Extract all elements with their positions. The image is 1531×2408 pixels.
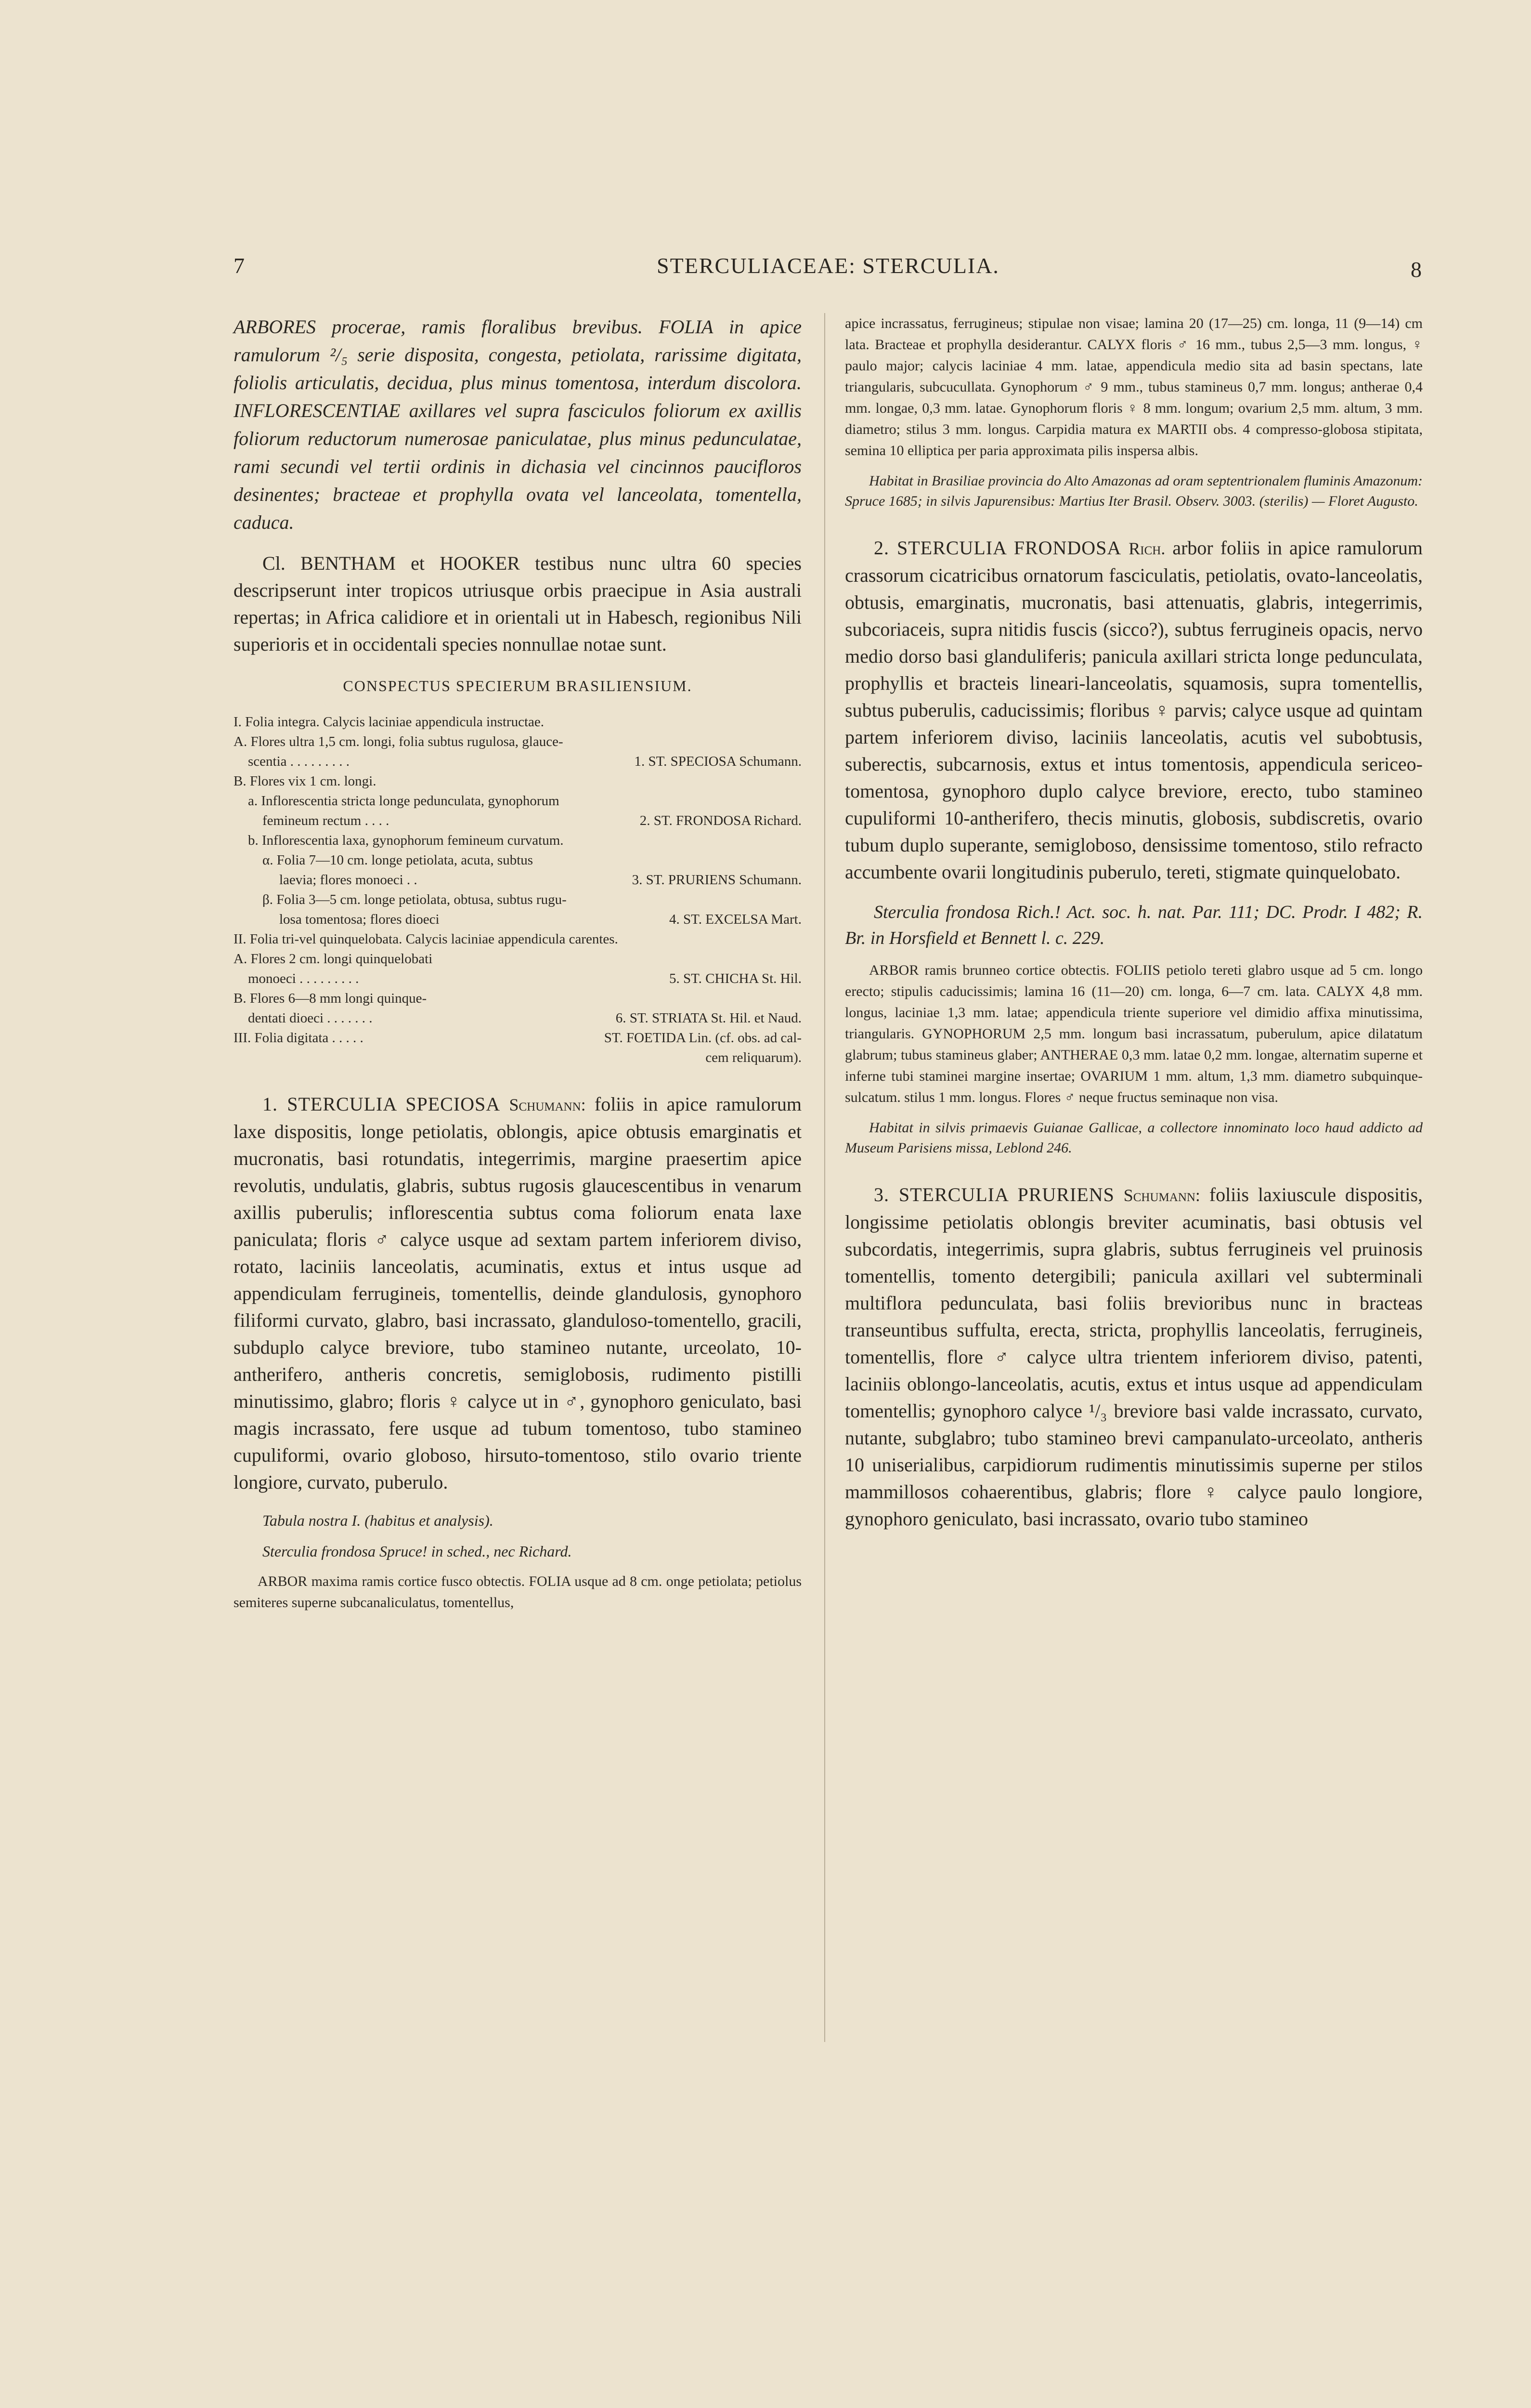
column-divider [824, 313, 825, 2042]
key-line: II. Folia tri-vel quinquelobata. Calycis laciniae appendicula carentes. [234, 931, 618, 947]
species-3-name: 3. STERCULIA PRURIENS [874, 1184, 1115, 1205]
species-2-detail: ARBOR ramis brunneo cortice obtectis. FOLIIS petiolo tereti glabro usque ad 5 cm. longo erecto; stipulis caducissimis; lamina 16 (11—20) cm. longa, 6—7 cm. lata. CALYX 4,8 mm. longus, laciniae 1,3 mm. latae; appendicula triente superiore vel dimidio affixa minutissima, triangularis. GYNOPHORUM 2,5 mm. longum basi incrassatum, puberulum, apice dilatatum glabrum; tubus stamineus glaber; ANTHERAE 0,3 mm. latae 0,2 mm. longae, alternatim superne et inferne tubi staminei margine insertae; OVARIUM 1 mm. altum, 1,3 mm. diametro subquinque-sulcatum. stilus 1 mm. longus. Flores ♂ neque fructus seminaque non visa. [845, 962, 1423, 1105]
key-line: α. Folia 7—10 cm. longe petiolata, acuta, subtus [262, 852, 533, 868]
species-1-habitat: Habitat in Brasiliae provincia do Alto Amazonas ad oram septentrionalem fluminis Amazonum: Spruce 1685; in silvis Japurensibus: Martius Iter Brasil. Observ. 3003. (sterilis) — Floret Augusto. [845, 473, 1423, 509]
key-line: cem reliquarum). [705, 1050, 802, 1065]
key-line: laevia; flores monoeci . . 3. ST. PRURIENS Schumann. [279, 872, 802, 888]
key-line: β. Folia 3—5 cm. longe petiolata, obtusa, subtus rugu- [262, 892, 567, 907]
species-3-entry [845, 1181, 1423, 1532]
species-1-synonym: Sterculia frondosa Spruce! in sched., nec Richard. [262, 1543, 572, 1560]
species-2-description: arbor foliis in apice ramulorum crassorum cicatricibus ornatorum fasciculatis, petiolatis, ovato-lanceolatis, obtusis, emarginatis, mucronatis, basi attenuatis, glabris, integerrimis, subcoriaceis, supra nitidis fuscis (sicco?), subtus ferrugineis opacis, nervo medio dorso basi glanduliferis; panicula axillari stricta longe pedunculata, prophyllis et bracteis lineari-lanceolatis, squamosis, supra tomentellis, subtus puberulis, caducissimis; floribus ♀ parvis; calyce usque ad quintam partem inferiorem diviso, laciniis lanceolatis, acutis vel subobtusis, suberectis, subcarnosis, extus et intus tomentosis, appendicula sericeo-tomentosa, gynophoro duplo calyce breviore, erecto, tubo stamineo cupuliformi 10-antherifero, thecis minutis, globosis, subdiscretis, ovario tubum duplo superante, semigloboso, densissime tomentoso, stilo refracto accumbente ovarii longitudinis puberulo, tereti, stigmate quinquelobato. [845, 537, 1423, 883]
species-2-references: Sterculia frondosa Rich.! Act. soc. h. nat. Par. 111; DC. Prodr. I 482; R. Br. in Horsfield et Bennett l. c. 229. [845, 902, 1423, 948]
species-1-description: foliis in apice ramulorum laxe dispositis, longe petiolatis, oblongis, apice obtusis emarginatis et mucronatis, basi rotundatis, integerrimis, margine praesertim apice revolutis, undulatis, glabris, subtus rugosis glaucescentibus in venarum axillis puberulis; inflorescentia subtus coma foliorum enata laxe paniculata; floris ♂ calyce usque ad sextam partem inferiorem diviso, rotato, laciniis lanceolatis, acuminatis, extus et intus usque ad appendiculam ferrugineis, tomentellis, deinde glandulosis, gynophoro filiformi curvato, glabro, basi incrassato, glanduloso-tomentello, gracili, subduplo calyce breviore, tubo stamineo nutante, urceolato, 10-antherifero, antheris concretis, semiglobosis, rudimento pistilli minutissimo, glabro; floris ♀ calyce ut in ♂, gynophoro geniculato, basi magis incrassato, fere usque ad tubum tomentoso, tubo stamineo cupuliformi, ovario globoso, hirsuto-tomentoso, stilo ovario triente longiore, curvato, puberulo. [234, 1093, 802, 1493]
running-title: STERCULIACEAE: STERCULIA. [657, 253, 999, 278]
species-2-entry [845, 535, 1423, 886]
species-2-name: 2. STERCULIA FRONDOSA [874, 537, 1122, 559]
key-line: A. Flores ultra 1,5 cm. longi, folia subtus rugulosa, glauce- [234, 734, 563, 749]
genus-description: ARBORES procerae, ramis floralibus brevibus. FOLIA in apice ramulorum ²/₅ serie disposita, congesta, petiolata, rarissime digitata, foliolis articulatis, decidua, plus minus tomentosa, interdum discolora. INFLORESCENTIAE axillares vel supra fasciculos foliorum ex axillis foliorum reductorum numerosae paniculatae, plus minus pedunculatae, rami secundi vel tertii ordinis in dichasia vel cincinnos paucifloros desinentes; bracteae et prophylla ovata vel lanceolata, tomentella, caduca. [234, 316, 802, 533]
key-line: losa tomentosa; flores dioeci 4. ST. EXCELSA Mart. [279, 912, 802, 927]
species-2-habitat: Habitat in silvis primaevis Guianae Gallicae, a collectore innominato loco haud addicto ad Museum Parisiens missa, Leblond 246. [845, 1120, 1423, 1156]
right-column [845, 313, 1423, 1546]
species-key [234, 712, 802, 1068]
key-line: scentia . . . . . . . . . 1. ST. SPECIOSA Schumann. [248, 754, 802, 769]
page-number-left: 7 [234, 253, 246, 278]
species-1-entry [234, 1091, 802, 1496]
key-line: B. Flores vix 1 cm. longi. [234, 773, 376, 789]
species-1-name: 1. STERCULIA SPECIOSA [262, 1093, 501, 1115]
key-line: B. Flores 6—8 mm longi quinque- [234, 991, 427, 1006]
species-3-description: foliis laxiuscule dispositis, longissime petiolatis oblongis breviter acuminatis, basi obtusis vel subcordatis, integerrimis, supra glabris, subtus ferrugineis vel pruinosis tomentellis, tomento detergibili; panicula axillari vel subterminali multiflora pedunculata, basi foliis brevioribus nunc in bracteas transeuntibus suffulta, erecta, stricta, prophyllis lanceolatis, ferrugineis, tomentellis, flore ♂ calyce ultra trientem inferiorem diviso, patenti, laciniis oblongo-lanceolatis, acutis, extus et intus usque ad appendiculam tomentellis; gynophoro calyce ¹/₃ breviore basi valde incrassato, curvato, nutante, subglabro; tubo stamineo brevi campanulato-urceolato, antheris 10 uniserialibus, carpidiorum rudimentis minutissimis superne per stilos mammillosos cohaerentibus, glabris; flore ♀ calyce paulo longiore, gynophoro geniculato, basi incrassato, ovario tubo stamineo [845, 1184, 1423, 1530]
key-line: I. Folia integra. Calycis laciniae appendicula instructae. [234, 714, 545, 730]
key-line: A. Flores 2 cm. longi quinquelobati [234, 951, 433, 967]
key-line: dentati dioeci . . . . . . . 6. ST. STRIATA St. Hil. et Naud. [248, 1010, 802, 1026]
page-header [234, 253, 1423, 291]
key-line: b. Inflorescentia laxa, gynophorum femineum curvatum. [248, 833, 564, 848]
genus-note: Cl. BENTHAM et HOOKER testibus nunc ultra 60 species descripserunt inter tropicos utriusque orbis praecipue in Asia australi repertas; in Africa calidiore et in orientali ut in Habesch, regionibus Nili superioris et in occidentali species nonnullae notae sunt. [234, 552, 802, 655]
species-1-detail-continued: apice incrassatus, ferrugineus; stipulae non visae; lamina 20 (17—25) cm. longa, 11 (9—14) cm lata. Bracteae et prophylla desiderantur. CALYX floris ♂ 16 mm., tubus 2,5—3 mm. longus, ♀ paulo major; calycis laciniae 4 mm. latae, appendicula medio sita ad basin spectans, late triangularis, subcucullata. Gynophorum ♂ 9 mm., tubus stamineus 0,7 mm. longus; antherae 0,4 mm. longae, 0,3 mm. latae. Gynophorum floris ♀ 8 mm. longum; ovarium 2,5 mm. altum, 3 mm. diametro; stilus 3 mm. longus. Carpidia matura ex MARTII obs. 4 compresso-globosa stipitata, semina 10 elliptica per paria approximata pilis inspersa albis. [845, 315, 1423, 458]
key-line: monoeci . . . . . . . . . 5. ST. CHICHA St. Hil. [248, 971, 802, 986]
conspectus-title: CONSPECTUS SPECIERUM BRASILIENSIUM. [343, 677, 692, 694]
species-1-plate: Tabula nostra I. (habitus et analysis). [262, 1512, 493, 1529]
species-1-detail: ARBOR maxima ramis cortice fusco obtectis. FOLIA usque ad 8 cm. onge petiolata; petiolus semiteres superne subcanaliculatus, tomentellus, [234, 1573, 802, 1610]
left-column [234, 313, 802, 1623]
key-line: III. Folia digitata . . . . . ST. FOETIDA Lin. (cf. obs. ad cal- [234, 1030, 802, 1046]
page-number-right: 8 [1411, 257, 1423, 282]
key-line: femineum rectum . . . . 2. ST. FRONDOSA Richard. [262, 813, 802, 828]
key-line: a. Inflorescentia stricta longe pedunculata, gynophorum [248, 793, 559, 809]
species-3-author: Schumann: [1123, 1186, 1200, 1205]
species-1-author: Schumann: [509, 1095, 586, 1114]
species-2-author: Rich. [1129, 539, 1166, 558]
